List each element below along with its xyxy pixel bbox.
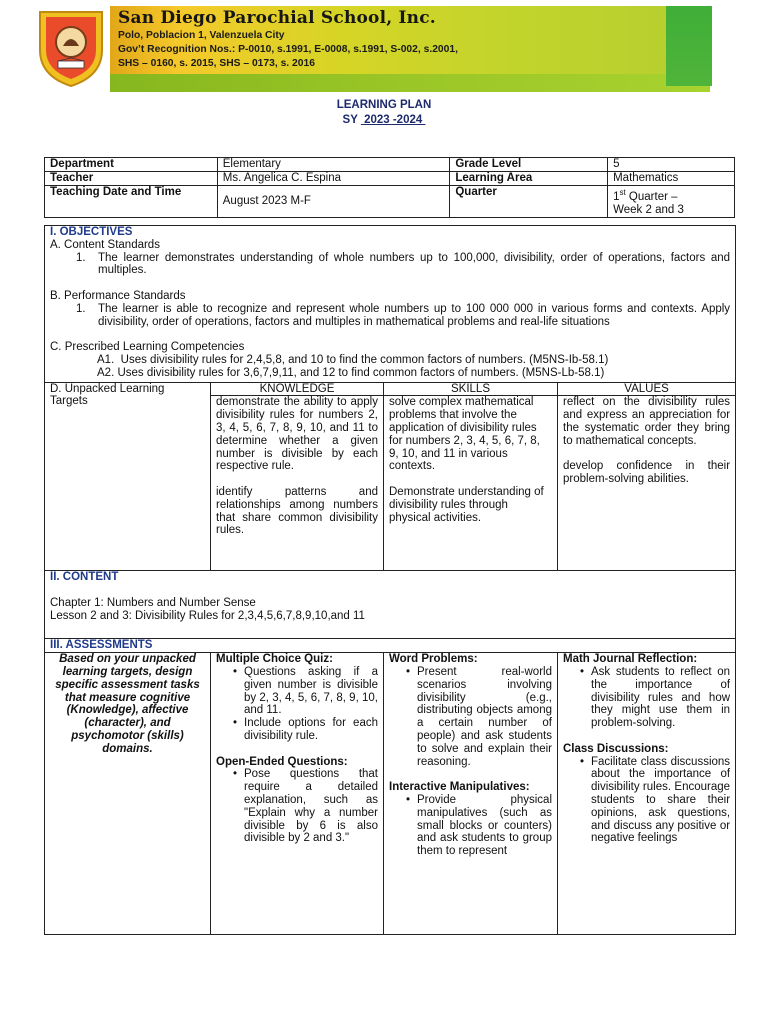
school-header <box>26 4 686 88</box>
recognition-line-1: Gov’t Recognition Nos.: P-0010, s.1991, E-0008, s.1991, S-002, s.2001, <box>118 44 458 55</box>
knowledge-header: KNOWLEDGE <box>211 382 384 396</box>
assessment-col-3 <box>558 653 736 935</box>
objectives-heading: I. OBJECTIVES <box>50 226 133 238</box>
list-item <box>230 666 378 717</box>
school-year-value: 2023 -2024 <box>360 114 426 126</box>
item-number: 1. <box>76 302 86 315</box>
content-section <box>45 571 736 639</box>
grade-level-label: Grade Level <box>450 158 608 172</box>
chapter-text: Chapter 1: Numbers and Number Sense <box>50 596 256 609</box>
department-value: Elementary <box>217 158 450 172</box>
bullet-icon: • <box>233 768 238 781</box>
school-year <box>343 113 426 128</box>
values-cell <box>558 396 736 571</box>
list-item <box>577 666 730 730</box>
list-item <box>577 756 730 846</box>
teacher-label: Teacher <box>45 172 218 186</box>
teaching-date-value: August 2023 M-F <box>217 186 450 218</box>
bullet-icon: • <box>406 793 411 806</box>
lesson-text: Lesson 2 and 3: Divisibility Rules for 2,3,4,5,6,7,8,9,10,and 11 <box>50 609 365 622</box>
values-text-2: develop confidence in their problem-solving abilities. <box>563 460 731 486</box>
info-table <box>44 157 735 218</box>
content-heading: II. CONTENT <box>50 571 119 584</box>
competencies-label: C. Prescribed Learning Competencies <box>50 341 245 354</box>
assessments-row <box>45 653 736 935</box>
content-standard-text: The learner demonstrates understanding of whole numbers up to 100,000, divisibility, order of operations, factors and multiples. <box>98 251 731 277</box>
targets-label: D. Unpacked Learning Targets <box>45 382 211 571</box>
objectives-row <box>45 226 736 383</box>
performance-standards-label: B. Performance Standards <box>50 289 186 302</box>
learning-plan-heading: LEARNING PLAN <box>336 99 432 111</box>
journal-title: Math Journal Reflection: <box>563 653 698 666</box>
content-standards-label: A. Content Standards <box>50 238 160 251</box>
learning-area-value: Mathematics <box>608 172 735 186</box>
values-header: VALUES <box>558 382 736 396</box>
school-seal-icon <box>30 6 112 88</box>
content-row <box>45 571 736 639</box>
word-problems-title: Word Problems: <box>389 653 478 666</box>
assessments-heading-row <box>45 639 736 653</box>
open-ended-bullet-1: Pose questions that require a detailed explanation, such as "Explain why a number divisible by 6 is also divisible by 2 and 3." <box>244 768 378 845</box>
grade-level-value: 5 <box>608 158 735 172</box>
mcq-bullet-1: Questions asking if a given number is divisible by 2, 3, 4, 5, 6, 7, 8, 9, 10, and 11. <box>244 665 378 717</box>
school-year-prefix: SY <box>342 114 358 126</box>
content-standard-item <box>50 252 730 278</box>
quarter-value <box>608 186 735 218</box>
journal-list <box>563 666 730 730</box>
list-item <box>403 794 552 858</box>
mcq-list <box>216 666 378 743</box>
school-address: Polo, Poblacion 1, Valenzuela City <box>118 30 285 41</box>
skills-header: SKILLS <box>384 382 558 396</box>
quarter-suffix: st <box>619 188 626 197</box>
info-row <box>45 158 735 172</box>
word-problems-list <box>389 666 552 768</box>
info-row <box>45 186 735 218</box>
word-problems-bullet-1: Present real-world scenarios involving divisibility (e.g., distributing objects among a certain number of people) and ask students to solve and explain their reasoning. <box>417 665 552 768</box>
department-label: Department <box>45 158 218 172</box>
header-banner-corner <box>666 6 712 86</box>
mcq-title: Multiple Choice Quiz: <box>216 653 333 666</box>
bullet-icon: • <box>233 717 238 730</box>
class-discussions-list <box>563 756 730 846</box>
learning-area-label: Learning Area <box>450 172 608 186</box>
teacher-value: Ms. Angelica C. Espina <box>217 172 450 186</box>
manipulatives-list <box>389 794 552 858</box>
list-item <box>230 717 378 743</box>
skills-cell <box>384 396 558 571</box>
assessment-col-1 <box>211 653 384 935</box>
performance-standard-item <box>50 303 730 329</box>
class-discussions-title: Class Discussions: <box>563 742 669 755</box>
learning-plan-table <box>44 225 736 935</box>
assessment-col-2 <box>384 653 558 935</box>
manipulatives-title: Interactive Manipulatives: <box>389 781 530 794</box>
targets-row <box>45 382 736 396</box>
open-ended-title: Open-Ended Questions: <box>216 755 348 768</box>
list-item <box>403 666 552 768</box>
knowledge-cell <box>211 396 384 571</box>
journal-bullet-1: Ask students to reflect on the importance of divisibility rules and how they might use them in problem-solving. <box>591 665 731 730</box>
header-banner-stripe <box>110 74 710 92</box>
competency-a2: A2. Uses divisibility rules for 3,6,7,9,11, and 12 to find common factors of numbers. (M5NS-Lb-58.1) <box>97 366 605 379</box>
item-number: 1. <box>76 251 86 264</box>
open-ended-list <box>216 768 378 845</box>
info-row <box>45 172 735 186</box>
document-title <box>0 98 768 128</box>
objectives-section <box>45 226 736 383</box>
performance-standard-text: The learner is able to recognize and represent whole numbers up to 100 000 000 in various forms and contexts. Apply divisibility, order of operations, factors and multiples in mathematical problems and real-life situations <box>98 302 731 328</box>
bullet-icon: • <box>406 665 411 678</box>
assessments-heading: III. ASSESSMENTS <box>45 639 736 653</box>
assessments-intro: Based on your unpacked learning targets, design specific assessment tasks that measure cognitive (Knowledge), affective (character), and psychomotor (skills) domains. <box>45 653 211 935</box>
skills-text-2: Demonstrate understanding of divisibility rules through physical activities. <box>389 485 544 524</box>
bullet-icon: • <box>580 755 585 768</box>
class-discussions-bullet-1: Facilitate class discussions about the importance of divisibility rules. Encourage students to share their opinions, ask questions, and discuss any positive or negative feelings <box>591 755 731 845</box>
quarter-label: Quarter <box>450 186 608 218</box>
quarter-weeks: Week 2 and 3 <box>613 203 684 216</box>
school-name: San Diego Parochial School, Inc. <box>118 8 436 28</box>
bullet-icon: • <box>580 665 585 678</box>
bullet-icon: • <box>233 665 238 678</box>
competency-a1: A1. Uses divisibility rules for 2,4,5,8, and 10 to find the common factors of numbers. (M5NS-Ib-58.1) <box>97 353 609 366</box>
recognition-line-2: SHS – 0160, s. 2015, SHS – 0173, s. 2016 <box>118 58 315 69</box>
values-text-1: reflect on the divisibility rules and express an appreciation for the systematic order they bring to mathematical concepts. <box>563 396 731 447</box>
list-item <box>230 768 378 845</box>
quarter-text: Quarter – <box>625 190 678 203</box>
mcq-bullet-2: Include options for each divisibility rule. <box>244 717 378 742</box>
knowledge-text-1: demonstrate the ability to apply divisibility rules for numbers 2, 3, 4, 5, 6, 7, 8, 9, 10, and 11 to determine whether a given number is divisible by each respective rule. <box>216 396 378 473</box>
teaching-date-label: Teaching Date and Time <box>45 186 218 218</box>
skills-text-1: solve complex mathematical problems that involve the application of divisibility rules for numbers 2, 3, 4, 5, 6, 7, 8, 9, 10, and 11 in various contexts. <box>389 396 540 473</box>
quarter-number: 1 <box>613 190 620 203</box>
knowledge-text-2: identify patterns and relationships among numbers that share common divisibility rules. <box>216 485 378 537</box>
manipulatives-bullet-1: Provide physical manipulatives (such as small blocks or counters) and ask students to group them to represent <box>417 793 552 858</box>
